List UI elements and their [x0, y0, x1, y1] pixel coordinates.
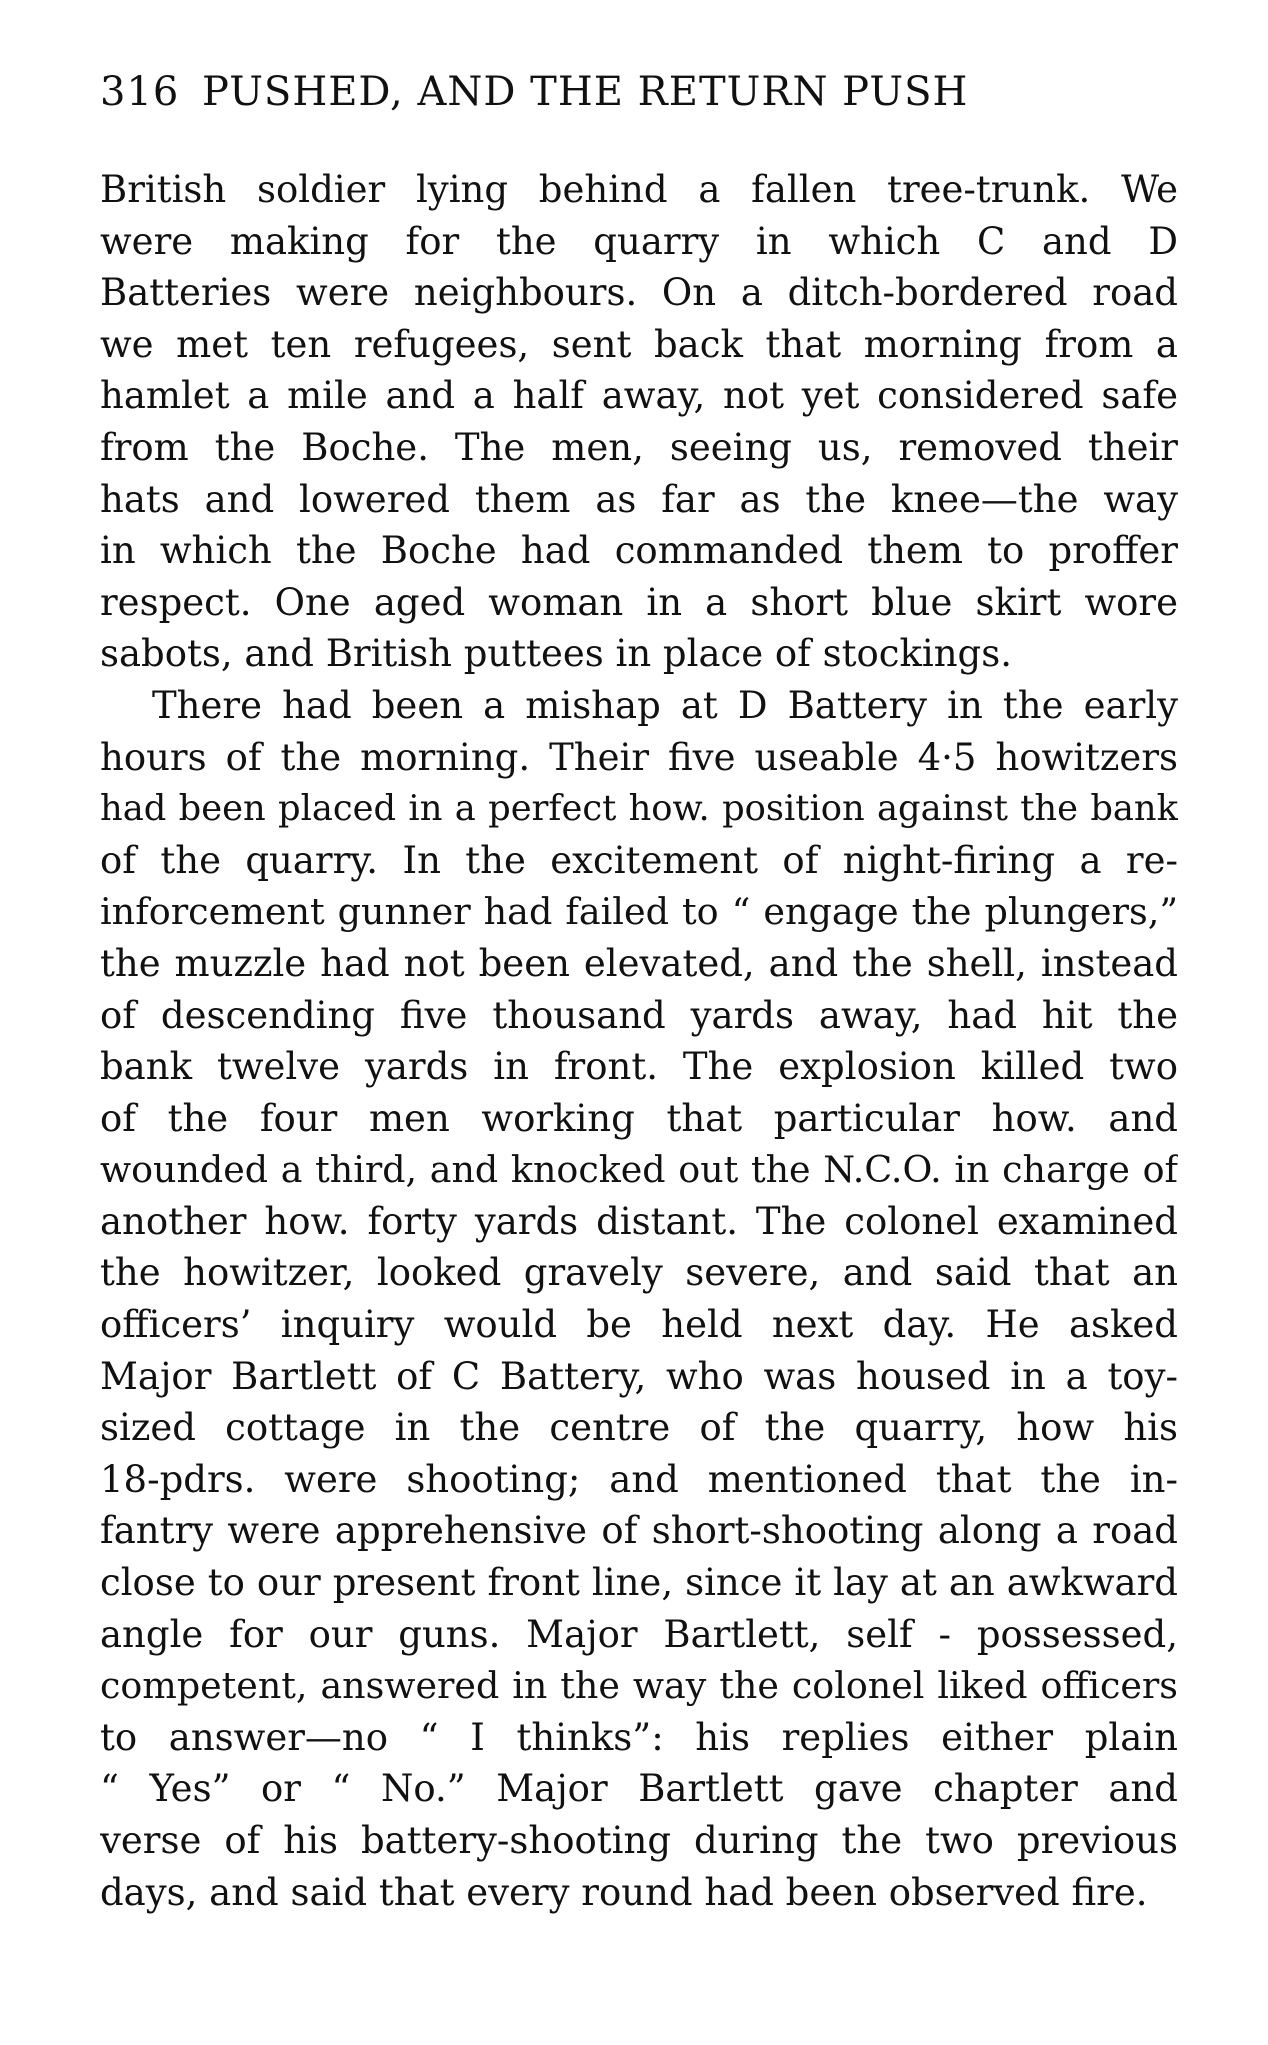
text-line: had been placed in a perfect how. position against the bank: [100, 788, 1178, 830]
text-line: angle for our guns. Major Bartlett, self - possessed,: [100, 1612, 1178, 1656]
text-line: 18-pdrs. were shooting; and mentioned that the in-: [100, 1457, 1178, 1501]
text-line: days, and said that every round had been observed fire.: [100, 1870, 1148, 1914]
text-line: verse of his battery-shooting during the two previous: [100, 1819, 1178, 1862]
text-line: hamlet a mile and a half away, not yet considered safe: [100, 374, 1178, 418]
text-line: the muzzle had not been elevated, and the shell, instead: [100, 941, 1178, 985]
text-line: we met ten refugees, sent back that morning from a: [100, 322, 1178, 366]
text-line: respect. One aged woman in a short blue skirt wore: [100, 580, 1178, 624]
text-line: of the quarry. In the excitement of night-firing a re-: [100, 838, 1178, 882]
text-line: of the four men working that particular how. and: [100, 1096, 1178, 1140]
text-line: to answer—no “ I thinks”: his replies either plain: [100, 1715, 1178, 1759]
text-line: Batteries were neighbours. On a ditch-bordered road: [100, 271, 1178, 315]
text-line: Major Bartlett of C Battery, who was housed in a toy-: [100, 1354, 1178, 1398]
body-text: [100, 164, 1178, 1918]
text-line: bank twelve yards in front. The explosion killed two: [100, 1045, 1178, 1089]
text-line: hats and lowered them as far as the knee—the way: [100, 477, 1178, 521]
text-line: close to our present front line, since it lay at an awkward: [100, 1561, 1178, 1605]
text-line: competent, answered in the way the colonel liked officers: [100, 1664, 1178, 1708]
running-head: [100, 62, 1180, 122]
text-line: fantry were apprehensive of short-shooting along a road: [100, 1509, 1178, 1553]
text-line: There had been a mishap at D Battery in the early: [152, 683, 1178, 727]
text-line: officers’ inquiry would be held next day. He asked: [100, 1303, 1178, 1347]
text-line: “ Yes” or “ No.” Major Bartlett gave chapter and: [100, 1767, 1178, 1811]
text-line: the howitzer, looked gravely severe, and said that an: [100, 1251, 1178, 1295]
text-line: were making for the quarry in which C and D: [100, 219, 1178, 263]
running-title: PUSHED, AND THE RETURN PUSH: [202, 69, 969, 115]
text-line: sabots, and British puttees in place of stockings.: [100, 632, 1012, 676]
page-number: 316: [100, 69, 180, 115]
text-line: in which the Boche had commanded them to proffer: [100, 529, 1178, 573]
text-line: another how. forty yards distant. The colonel examined: [100, 1199, 1178, 1243]
paragraph: [100, 680, 1178, 1918]
text-line: wounded a third, and knocked out the N.C.O. in charge of: [100, 1148, 1178, 1192]
paragraph: [100, 164, 1178, 680]
text-line: inforcement gunner had failed to “ engage the plungers,”: [100, 890, 1178, 934]
text-line: hours of the morning. Their five useable 4·5 howitzers: [100, 735, 1178, 779]
text-line: from the Boche. The men, seeing us, removed their: [100, 425, 1178, 469]
text-line: sized cottage in the centre of the quarry, how his: [100, 1406, 1178, 1450]
text-line: British soldier lying behind a fallen tree-trunk. We: [100, 168, 1178, 211]
text-line: of descending five thousand yards away, had hit the: [100, 993, 1178, 1037]
